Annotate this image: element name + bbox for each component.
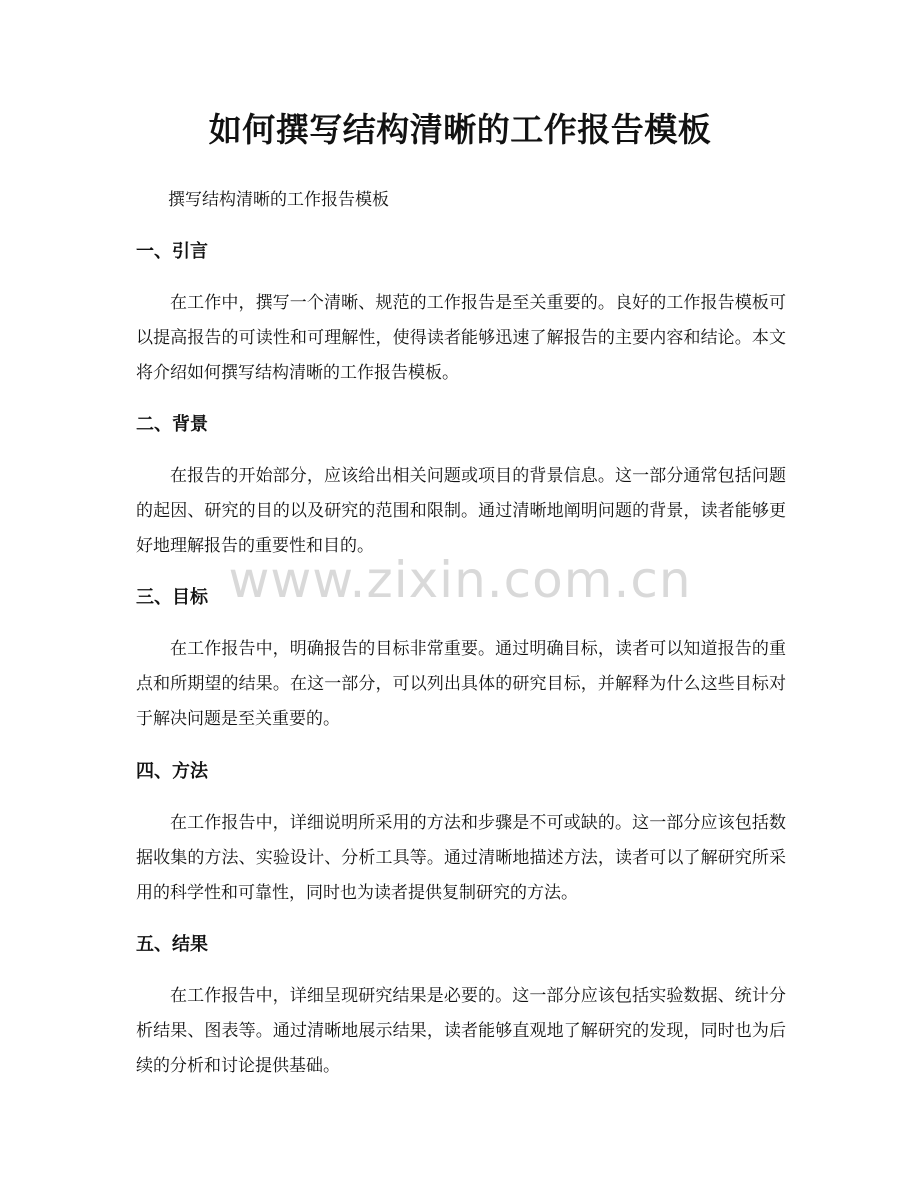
section-body-goals: 在工作报告中，明确报告的目标非常重要。通过明确目标，读者可以知道报告的重点和所期望的结果。在这一部分，可以列出具体的研究目标，并解释为什么这些目标对于解决问题是至关重要的。 <box>136 639 786 729</box>
section-heading-methods: 四、方法 <box>136 761 208 782</box>
section-heading-background: 二、背景 <box>136 414 208 435</box>
section-body-background: 在报告的开始部分，应该给出相关问题或项目的背景信息。这一部分通常包括问题的起因、研究的目的以及研究的范围和限制。通过清晰地阐明问题的背景，读者能够更好地理解报告的重要性和目的。 <box>136 466 786 556</box>
section-body-introduction: 在工作中，撰写一个清晰、规范的工作报告是至关重要的。良好的工作报告模板可以提高报告的可读性和可理解性，使得读者能够迅速了解报告的主要内容和结论。本文将介绍如何撰写结构清晰的工作报告模板。 <box>136 293 786 383</box>
section-body-results: 在工作报告中，详细呈现研究结果是必要的。这一部分应该包括实验数据、统计分析结果、图表等。通过清晰地展示结果，读者能够直观地了解研究的发现，同时也为后续的分析和讨论提供基础。 <box>136 986 786 1076</box>
section-heading-introduction: 一、引言 <box>136 241 208 262</box>
watermark-text: www.zixin.com.cn <box>228 551 692 609</box>
section-body-methods: 在工作报告中，详细说明所采用的方法和步骤是不可或缺的。这一部分应该包括数据收集的方法、实验设计、分析工具等。通过清晰地描述方法，读者可以了解研究所采用的科学性和可靠性，同时也为读者提供复制研究的方法。 <box>136 813 786 903</box>
section-heading-goals: 三、目标 <box>136 587 208 608</box>
document-title: 如何撰写结构清晰的工作报告模板 <box>208 110 712 149</box>
document-subtitle: 撰写结构清晰的工作报告模板 <box>168 190 389 210</box>
section-heading-results: 五、结果 <box>136 934 208 955</box>
